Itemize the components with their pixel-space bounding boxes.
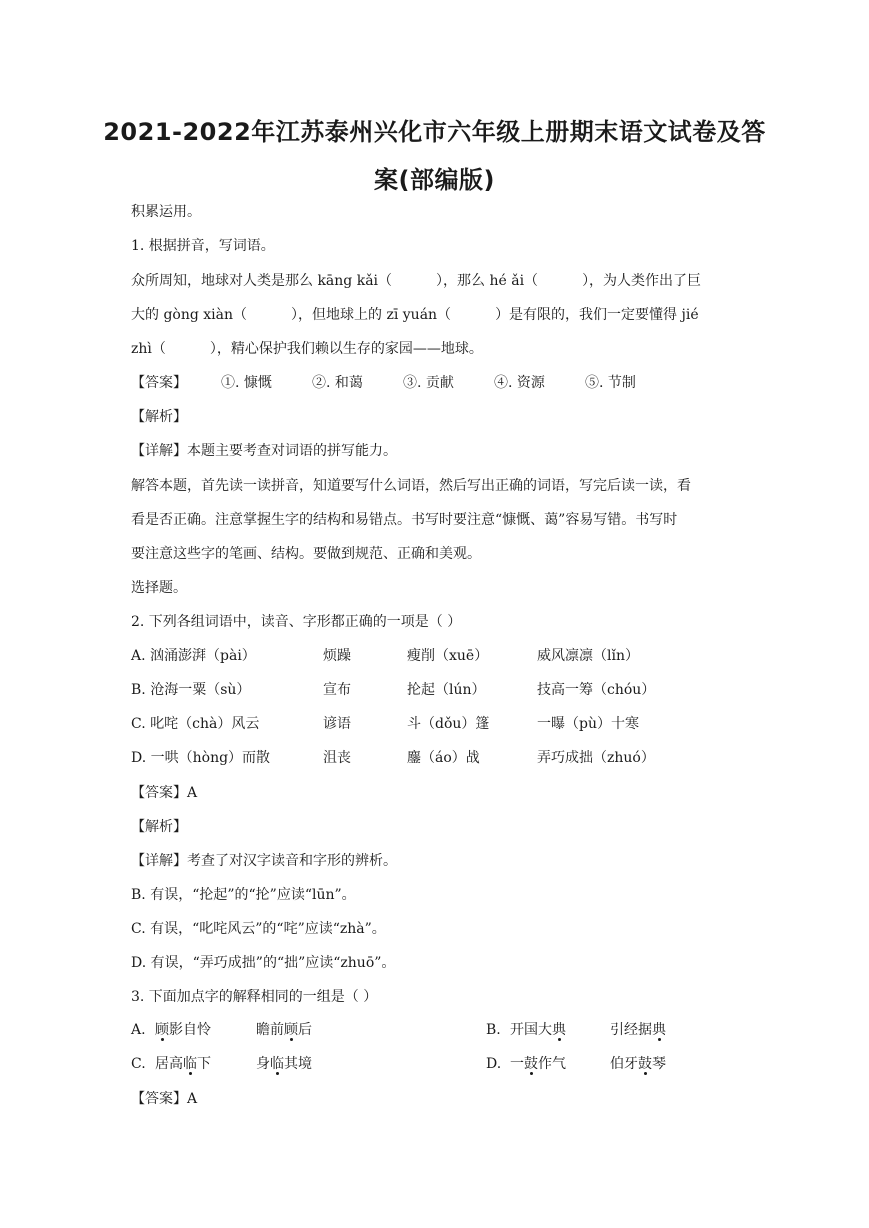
option-c-word1: C. 叱咤（chà）风云 xyxy=(131,716,260,732)
q3-option-d-label: D. xyxy=(486,1056,502,1072)
question-1-detail: 【详解】本题主要考查对词语的拼写能力。 xyxy=(131,443,397,459)
q3-option-a-word2: 瞻前顾后 xyxy=(256,1022,312,1038)
question-2-analysis-label: 【解析】 xyxy=(131,819,187,835)
question-1-explain-line2: 看是否正确。注意掌握生字的结构和易错点。书写时要注意“慷慨、蔼”容易写错。书写时 xyxy=(131,512,678,528)
question-2-note-b: B. 有误，“抡起”的“抡”应读“lūn”。 xyxy=(131,887,356,903)
option-a-word1: A. 汹涌澎湃（pài） xyxy=(131,648,256,664)
q3-option-a-label: A. xyxy=(131,1022,146,1038)
option-c-word3: 斗（dǒu）篷 xyxy=(407,716,490,732)
option-b-word4: 技高一筹（chóu） xyxy=(537,682,656,698)
question-3-stem: 3. 下面加点字的解释相同的一组是（ ） xyxy=(131,989,378,1005)
question-1-analysis-label: 【解析】 xyxy=(131,409,187,425)
question-2-answer: 【答案】A xyxy=(131,785,198,801)
question-1-passage-line3: zhì（ ），精心保护我们赖以生存的家园——地球。 xyxy=(131,341,483,357)
q3-option-d-word1: 一鼓作气 xyxy=(510,1056,566,1072)
document-title-line2: 案(部编版) xyxy=(374,166,495,194)
question-2-note-c: C. 有误，“叱咤风云”的“咤”应读“zhà”。 xyxy=(131,921,386,937)
q3-option-c-word2: 身临其境 xyxy=(256,1056,312,1072)
answer-item: ③. 贡献 xyxy=(403,375,454,391)
option-d-word1: D. 一哄（hòng）而散 xyxy=(131,750,271,766)
question-1-stem: 1. 根据拼音，写词语。 xyxy=(131,238,275,254)
question-1-explain-line3: 要注意这些字的笔画、结构。要做到规范、正确和美观。 xyxy=(131,546,481,562)
section-heading: 积累运用。 xyxy=(131,204,201,220)
q3-option-a-word1: 顾影自怜 xyxy=(155,1022,211,1038)
answer-item: ④. 资源 xyxy=(494,375,545,391)
option-d-word3: 鏖（áo）战 xyxy=(407,750,480,766)
q3-option-c-word1: 居高临下 xyxy=(155,1056,211,1072)
option-c-word2: 谚语 xyxy=(323,716,351,732)
answer-item: ①. 慷慨 xyxy=(221,375,272,391)
question-2-stem: 2. 下列各组词语中，读音、字形都正确的一项是（ ） xyxy=(131,614,462,630)
option-d-word2: 沮丧 xyxy=(323,750,351,766)
q3-option-b-word1: 开国大典 xyxy=(510,1022,566,1038)
question-1-passage-line1 xyxy=(131,271,746,291)
answer-item: ②. 和蔼 xyxy=(312,375,363,391)
option-b-word3: 抡起（lún） xyxy=(407,682,486,698)
question-1-explain-line1: 解答本题，首先读一读拼音，知道要写什么词语，然后写出正确的词语，写完后读一读，看 xyxy=(131,478,691,494)
question-2-note-d: D. 有误，“弄巧成拙”的“拙”应读“zhuō”。 xyxy=(131,955,396,971)
option-a-word3: 瘦削（xuē） xyxy=(407,648,489,664)
option-a-word4: 威风凛凛（lǐn） xyxy=(537,648,639,664)
document-title-line1: 2021-2022年江苏泰州兴化市六年级上册期末语文试卷及答 xyxy=(103,118,766,146)
question-1-answer xyxy=(131,373,746,393)
q3-option-d-word2: 伯牙鼓琴 xyxy=(610,1056,666,1072)
option-b-word1: B. 沧海一粟（sù） xyxy=(131,682,251,698)
question-2-detail: 【详解】考查了对汉字读音和字形的辨析。 xyxy=(131,853,397,869)
option-a-word2: 烦躁 xyxy=(323,648,351,664)
passage-segment: 大的 gòng xiàn（ ），但地球上的 zī yuán（ ）是有限的，我们一定要懂得 jié xyxy=(131,307,699,323)
passage-segment: 众所周知，地球对人类是那么 kāng kǎi（ ），那么 hé ǎi（ ），为人类作出了巨 xyxy=(131,273,702,289)
question-3-answer: 【答案】A xyxy=(131,1091,198,1107)
q3-option-b-label: B. xyxy=(486,1022,501,1038)
option-d-word4: 弄巧成拙（zhuó） xyxy=(537,750,655,766)
question-1-passage-line2 xyxy=(131,305,746,325)
option-c-word4: 一曝（pù）十寒 xyxy=(537,716,639,732)
section-heading-choice: 选择题。 xyxy=(131,580,187,596)
answer-label: 【答案】 xyxy=(131,375,187,391)
q3-option-b-word2: 引经据典 xyxy=(610,1022,666,1038)
q3-option-c-label: C. xyxy=(131,1056,146,1072)
answer-item: ⑤. 节制 xyxy=(585,375,636,391)
option-b-word2: 宣布 xyxy=(323,682,351,698)
